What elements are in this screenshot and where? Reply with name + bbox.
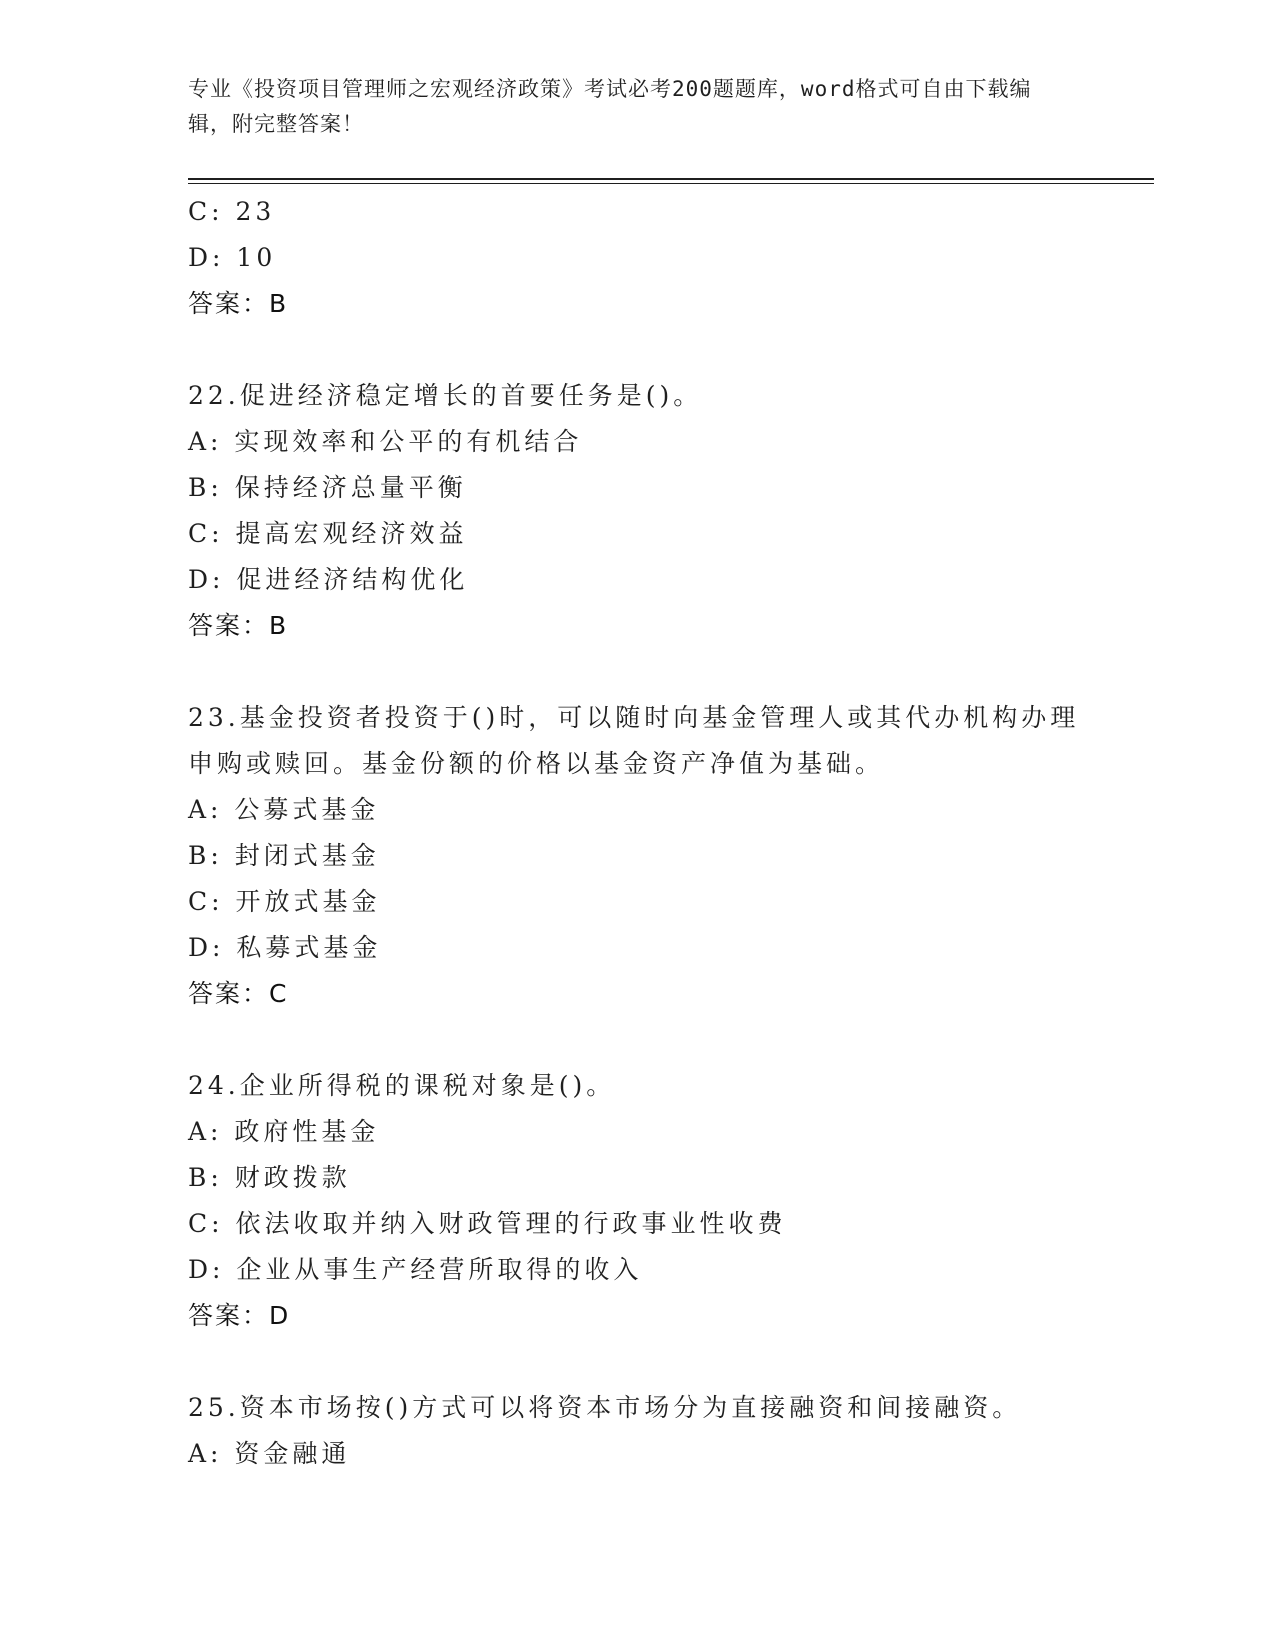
option-d: D: 促进经济结构优化 bbox=[188, 565, 469, 594]
option-d: D: 企业从事生产经营所取得的收入 bbox=[188, 1255, 643, 1284]
question-22 bbox=[188, 373, 1148, 649]
spacer bbox=[188, 1339, 1148, 1385]
option-b: B: 财政拨款 bbox=[188, 1163, 351, 1192]
option-d: D: 10 bbox=[188, 243, 277, 272]
option-c: C: 依法收取并纳入财政管理的行政事业性收费 bbox=[188, 1209, 787, 1238]
spacer bbox=[188, 649, 1148, 695]
option-a: A: 公募式基金 bbox=[188, 795, 380, 824]
option-a: A: 政府性基金 bbox=[188, 1117, 380, 1146]
answer-line: 答案：B bbox=[188, 289, 289, 318]
option-a: A: 资金融通 bbox=[188, 1439, 351, 1468]
question-text: 23.基金投资者投资于()时，可以随时向基金管理人或其代办机构办理申购或赎回。基金份额的价格以基金资产净值为基础。 bbox=[188, 703, 1080, 778]
answer-line: 答案：C bbox=[188, 979, 289, 1008]
header-divider bbox=[188, 178, 1154, 180]
question-text: 24.企业所得税的课税对象是()。 bbox=[188, 1071, 616, 1100]
option-b: B: 保持经济总量平衡 bbox=[188, 473, 467, 502]
answer-line: 答案：D bbox=[188, 1301, 291, 1330]
question-text: 22.促进经济稳定增长的首要任务是()。 bbox=[188, 381, 703, 410]
question-23 bbox=[188, 695, 1148, 1017]
option-b: B: 封闭式基金 bbox=[188, 841, 380, 870]
question-21-tail bbox=[188, 189, 1148, 327]
question-24 bbox=[188, 1063, 1148, 1339]
option-d: D: 私募式基金 bbox=[188, 933, 382, 962]
spacer bbox=[188, 1017, 1148, 1063]
question-text: 25.资本市场按()方式可以将资本市场分为直接融资和间接融资。 bbox=[188, 1393, 1022, 1422]
spacer bbox=[188, 327, 1148, 373]
answer-line: 答案：B bbox=[188, 611, 289, 640]
header-divider-thin bbox=[188, 183, 1154, 184]
option-c: C: 23 bbox=[188, 197, 276, 226]
option-a: A: 实现效率和公平的有机结合 bbox=[188, 427, 583, 456]
option-c: C: 提高宏观经济效益 bbox=[188, 519, 468, 548]
question-content bbox=[188, 189, 1148, 1477]
document-header: 专业《投资项目管理师之宏观经济政策》考试必考200题题库，word格式可自由下载编辑，附完整答案！ bbox=[188, 77, 1032, 136]
question-25 bbox=[188, 1385, 1148, 1477]
option-c: C: 开放式基金 bbox=[188, 887, 381, 916]
